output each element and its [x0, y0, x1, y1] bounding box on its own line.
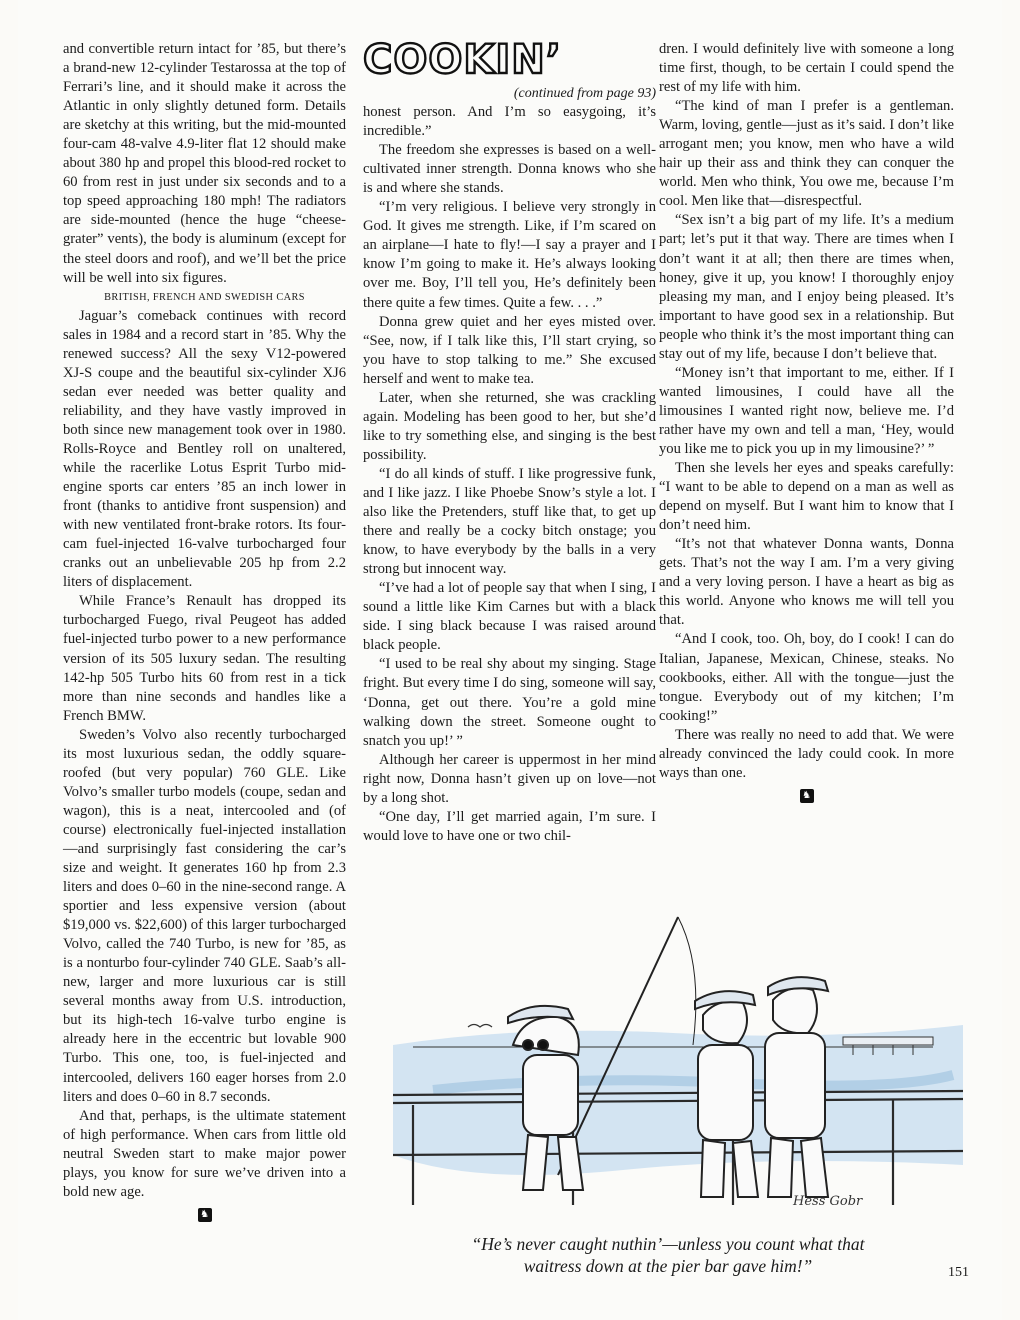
- paragraph: “I do all kinds of stuff. I like progressive funk, and I like jazz. I like Phoebe Snow’s style a lot. I also like the Pretenders, stuff like that, to get up there and really be a cocky bitch onstage; you know, to have everybody by the balls in a very strong but innocent way.: [363, 465, 656, 578]
- paragraph: “Money isn’t that important to me, either. If I wanted limousines, I could have all the limousines I wanted right now, believe me. I’d rather have my own and tell a man, ‘Hey, would you like me to pick you up in my limousine?’ ”: [659, 364, 954, 457]
- paragraph: And that, perhaps, is the ultimate statement of high performance. When cars from little old neutral Sweden start to make major power plays, you know for sure we’ve driven into a bold new age.: [63, 1107, 346, 1200]
- paragraph: “I used to be real shy about my singing. Stage fright. But every time I do sing, someone will say, ‘Donna, get out there. You’re a gold mine walking down the street. Someone ought to snatch you up!’ ”: [363, 656, 656, 749]
- paragraph: honest person. And I’m so easygoing, it’s incredible.”: [363, 104, 656, 140]
- paragraph: “I’ve had a lot of people say that when I sing, I sound a little like Kim Carnes but with a black side. I sing black because I was raised around black people.: [363, 580, 656, 654]
- gull-icon: [468, 1025, 492, 1028]
- paragraph: Then she levels her eyes and speaks carefully: “I want to be able to depend on a man as well as depend on myself. But I want him to know that I don’t need him.: [659, 460, 954, 534]
- article-title: COOKIN’: [363, 37, 562, 83]
- paragraph: While France’s Renault has dropped its turbocharged Fuego, rival Peugeot has added fuel-injected turbo power to a new performance version of its 505 luxury sedan. The resulting 142-hp 505 Turbo hits 60 from rest in a tick more than nine seconds and handles like a French BMW.: [63, 593, 346, 724]
- column-cookin-2: [659, 40, 954, 803]
- column-cookin-1: [363, 37, 656, 846]
- page-number: 151: [948, 1265, 969, 1280]
- paragraph: “Sex isn’t a big part of my life. It’s a medium part; let’s put it that way. There are times when I don’t want it at all; then there are times when, honey, give it up, you know! I thoroughly enjoy pleasing my man, and I enjoy being pleased. It’s important to have good sex in a relationship. But people who think it’s the most important thing can stay out of my life, because I don’t believe that.: [659, 212, 954, 362]
- paragraph: Donna grew quiet and her eyes misted over. “See, now, if I talk like this, I’ll start crying, so you have to stop talking to me.” She excused herself and went to make tea.: [363, 313, 656, 387]
- paragraph: The freedom she expresses is based on a well-cultivated inner strength. Donna knows who she is and where she stands.: [363, 142, 656, 197]
- paragraph: dren. I would definitely live with someone a long time first, though, to be certain I could spend the rest of my life with him.: [659, 41, 954, 96]
- cartoon-caption: [403, 1233, 933, 1277]
- paragraph: “I’m very religious. I believe very strongly in God. It gives me strength. Like, if I’m scared on an airplane—I hate to fly!—I say a prayer and I know I’m going to make it. He’s always looking over me. Boy, I’ll tell you, He’s definitely been there quite a few times. Quite a few. . . .”: [363, 199, 656, 311]
- paragraph: Sweden’s Volvo also recently turbocharged its most luxurious sedan, the oddly square-roofed (but very popular) 760 GLE. Like Volvo’s smaller turbo models (coupe, sedan and wagon), this is a neat, intercooled and (of course) electronically fuel-injected installation—and surprisingly fast considering the car’s size and weight. It generates 160 hp from 2.3 liters and does 0–60 in the nine-second range. A sportier and less expensive version (about $19,000 vs. $22,600) of this larger turbocharged Volvo, called the 740 Turbo, is new for ’85, as is a nonturbo four-cylinder 740 GLE. Saab’s all-new, larger and more luxurious car is still several months away from U.S. introduction, but its high-tech 16-valve turbo engine is already here in the eccentric but lovable 900 Turbo. This one, too, is fuel-injected and intercooled, delivers 160 eager horses from 2.0 liters and does 0–60 in 8.7 seconds.: [63, 726, 346, 1105]
- caption-line: waitress down at the pier bar gave him!”: [523, 1256, 813, 1276]
- paragraph: Although her career is uppermost in her mind right now, Donna hasn’t given up on love—not by a long shot.: [363, 751, 656, 806]
- cartoon-illustration: [373, 905, 963, 1225]
- paragraph: and convertible return intact for ’85, but there’s a brand-new 12-cylinder Testarossa at the top of Ferrari’s line, and it should make it across the Atlantic in only slightly detuned form. Details are sketchy at this writing, but the mid-mounted four-cam 48-valve 4.9-liter flat 12 should make about 380 hp and propel this blood-red rocket to 60 from rest in just under six seconds and to a top speed approaching 180 mph! The radiators are side-mounted (hence the huge “cheese-grater” vents), the body is aluminum (except for the steel doors and roof), and we’ll bet the price will be well into six figures.: [63, 41, 346, 286]
- section-subhead: BRITISH, FRENCH AND SWEDISH CARS: [104, 291, 305, 303]
- artist-signature: Hess Gobr: [793, 1194, 863, 1209]
- magazine-page: [18, 0, 1002, 1320]
- paragraph: “One day, I’ll get married again, I’m sure. I would love to have one or two chil-: [363, 808, 656, 844]
- paragraph: “And I cook, too. Oh, boy, do I cook! I can do Italian, Japanese, Mexican, Chinese, steaks. No cookbooks, either. All with the tongue—just the tongue. Everybody out of my kitchen; I’m cooking!”: [659, 631, 954, 724]
- paragraph: “The kind of man I prefer is a gentleman. Warm, loving, gentle—just as it’s said. I don’t like arrogant men; you know, men who have a wild hair up their ass and think they can conquer the world. Men who think, You owe me, because I’m cool. Men like that—disrespectful.: [659, 98, 954, 210]
- column-cars: [63, 40, 346, 1222]
- paragraph: Later, when she returned, she was crackling again. Modeling has been good to her, but she’d like to try something else, and singing is the best possibility.: [363, 389, 656, 463]
- rabbit-logo-icon: ♞: [800, 789, 814, 803]
- paragraph: There was really no need to add that. We were already convinced the lady could cook. In more ways than one.: [659, 726, 954, 781]
- paragraph: Jaguar’s comeback continues with record sales in 1984 and a record start in ’85. Why the renewed success? All the sexy V12-powered XJ-S coupe and the beautiful six-cylinder XJ6 sedan ever needed was better quality and reliability, and they have vastly improved in both since new management took over in 1980. Rolls-Royce and Bentley roll on unaltered, while the racerlike Lotus Esprit Turbo mid-engine sports car enters ’85 an inch lower in front (thanks to antidive front suspension) and with new ventilated front-brake rotors. Its four-cam fuel-injected 16-valve turbocharged four cranks out an unbelievable 205 hp from 2.2 liters of displacement.: [63, 307, 346, 591]
- rabbit-logo-icon: ♞: [198, 1208, 212, 1222]
- continued-note: (continued from page 93): [513, 86, 656, 101]
- paragraph: “It’s not that whatever Donna wants, Donna gets. That’s not the way I am. I’m a very giving and a very loving person. I have a heart as big as this world. Anyone who knows me will tell you that.: [659, 536, 954, 629]
- caption-line: “He’s never caught nuthin’—unless you count what that: [471, 1234, 865, 1254]
